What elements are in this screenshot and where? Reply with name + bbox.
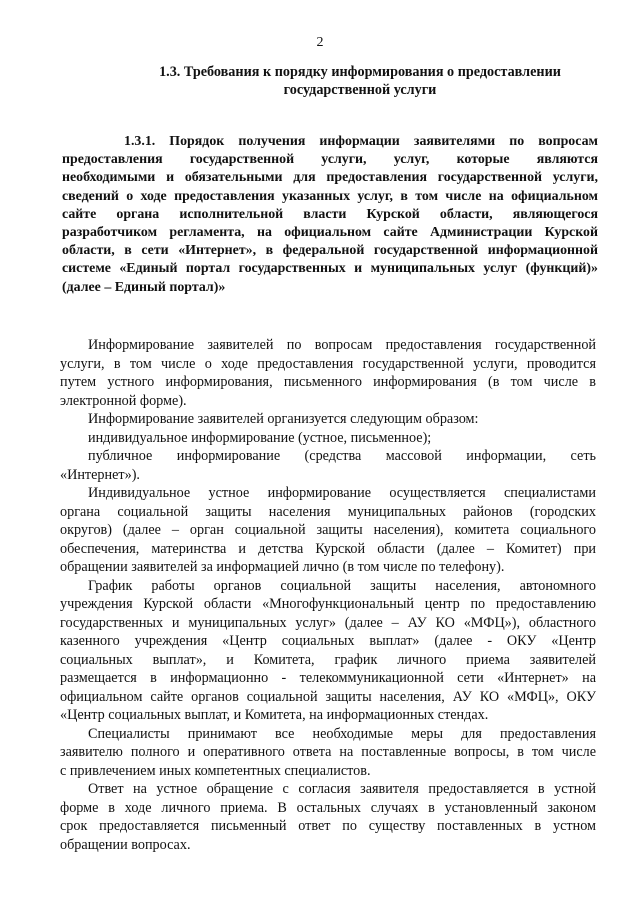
section-heading-line: государственной услуги xyxy=(283,82,437,98)
subsection-line: (далее – Единый портал)» xyxy=(62,279,226,295)
subsection-line: 1.3.1. Порядок получения информации заявителями по вопросам xyxy=(124,134,598,149)
paragraph-line: «Центр социальных выплат, и Комитета, на информационных стендах. xyxy=(60,707,489,723)
subsection-line: системе «Единый портал государственных и муниципальных услуг (функций)» xyxy=(62,261,598,277)
paragraph-line: государственных и муниципальных услуг» (далее – АУ КО «МФЦ»), областного xyxy=(60,614,596,631)
subsection-line: разработчиком регламента, на официальном сайте Администрации Курской xyxy=(62,225,598,241)
paragraph-line: округов) (далее – орган социальной защиты населения), комитета социального xyxy=(60,522,596,538)
paragraph-line: обращении вопросах. xyxy=(60,836,191,853)
paragraph-line: казенного учреждения «Центр социальных выплат» (далее - ОКУ «Центр xyxy=(60,633,596,649)
paragraph-line: обеспечения, материнства и детства Курской области (далее – Комитет) при xyxy=(60,540,596,557)
paragraph xyxy=(60,484,596,577)
paragraph-line: Индивидуальное устное информирование осуществляется специалистами xyxy=(88,485,596,501)
paragraph-line: официальном сайте органов социальной защиты населения, АУ КО «МФЦ», ОКУ xyxy=(60,688,596,705)
paragraph xyxy=(60,410,596,429)
paragraph-line: публичное информирование (средства массовой информации, сеть xyxy=(88,448,596,464)
paragraph-line: путем устного информирования, письменного информирования (в том числе в xyxy=(60,374,596,390)
paragraph xyxy=(60,447,596,484)
paragraph xyxy=(60,780,596,854)
paragraph xyxy=(60,429,596,448)
paragraph-line: График работы органов социальной защиты населения, автономного xyxy=(88,577,596,594)
paragraph-line: размещается в информационно - телекоммуникационной сети «Интернет» на xyxy=(60,670,596,686)
paragraph-line: учреждения Курской области «Многофункциональный центр по предоставлению xyxy=(60,596,596,612)
paragraph-line: Информирование заявителей по вопросам предоставления государственной xyxy=(88,337,596,353)
paragraph-line: срок предоставляется письменный ответ по существу поставленных в устном xyxy=(60,818,596,834)
body-text xyxy=(60,336,596,854)
paragraph-line: Информирование заявителей организуется следующим образом: xyxy=(88,411,479,427)
paragraph-line: услуги, в том числе о ходе предоставления государственной услуги, проводится xyxy=(60,355,596,372)
paragraph-line: заявителю полного и оперативного ответа на поставленные вопросы, в том числе xyxy=(60,744,596,760)
paragraph-line: индивидуальное информирование (устное, письменное); xyxy=(88,429,432,446)
page-number: 2 xyxy=(316,35,324,50)
subsection-heading xyxy=(62,133,598,297)
paragraph-line: обращении заявителей за информацией лично (в том числе по телефону). xyxy=(60,559,505,575)
paragraph-line: форме в ходе личного приема. В остальных случаях в установленный законом xyxy=(60,799,596,816)
paragraph xyxy=(60,336,596,410)
paragraph-line: органа социальной защиты населения муниципальных районов (городских xyxy=(60,503,596,520)
paragraph-line: электронной форме). xyxy=(60,392,187,409)
paragraph xyxy=(60,577,596,725)
paragraph xyxy=(60,725,596,781)
subsection-line: области, в сети «Интернет», в федеральной государственной информационной xyxy=(62,243,598,259)
paragraph-line: социальных выплат», и Комитета, график личного приема заявителей xyxy=(60,651,596,668)
subsection-line: необходимыми и обязательными для предоставления государственной услуги, xyxy=(62,170,598,186)
section-heading-line: 1.3. Требования к порядку информирования о предоставлении xyxy=(159,64,561,80)
subsection-line: предоставления государственной услуги, услуг, которые являются xyxy=(62,152,598,168)
paragraph-line: Специалисты принимают все необходимые меры для предоставления xyxy=(88,725,596,742)
subsection-line: сведений о ходе предоставления указанных услуг, в том числе на официальном xyxy=(62,188,598,204)
paragraph-line: «Интернет»). xyxy=(60,466,140,483)
paragraph-line: с привлечением иных компетентных специалистов. xyxy=(60,762,371,779)
subsection-line: сайте органа исполнительной власти Курской области, являющегося xyxy=(62,206,598,222)
paragraph-line: Ответ на устное обращение с согласия заявителя предоставляется в устной xyxy=(88,781,596,797)
section-heading xyxy=(140,63,580,99)
